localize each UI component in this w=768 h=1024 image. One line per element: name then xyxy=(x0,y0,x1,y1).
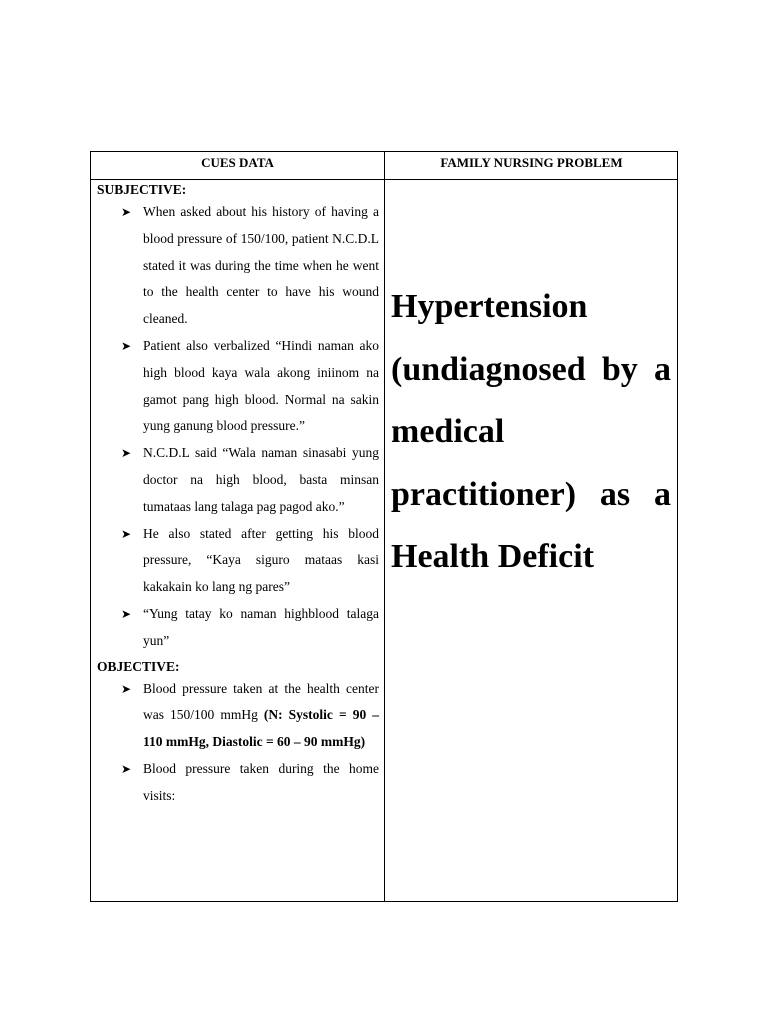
list-item xyxy=(97,676,379,756)
list-item xyxy=(97,601,379,655)
subjective-list xyxy=(97,199,379,655)
objective-item-text: Blood pressure taken at the health center was 150/100 mmHg xyxy=(143,680,379,723)
subjective-item-text: Patient also verbalized “Hindi naman ako high blood kaya wala akong iniinom na gamot pang high blood. Normal na sakin yung ganung blood pressure.” xyxy=(143,337,379,434)
cues-data-cell xyxy=(97,181,379,810)
arrow-bullet-icon: ➤ xyxy=(121,606,132,621)
arrow-bullet-icon: ➤ xyxy=(121,205,132,219)
column-divider xyxy=(384,152,385,901)
list-item xyxy=(97,756,379,810)
objective-label: OBJECTIVE: xyxy=(97,658,180,674)
objective-list xyxy=(97,676,379,810)
subjective-label: SUBJECTIVE: xyxy=(97,182,187,197)
header-family-nursing-problem: FAMILY NURSING PROBLEM xyxy=(440,155,623,170)
arrow-bullet-icon: ➤ xyxy=(121,338,132,353)
family-nursing-problem-text: Hypertension (undiagnosed by a medical practitioner) as a Health Deficit xyxy=(391,288,671,575)
list-item xyxy=(97,440,379,520)
header-cues-data: CUES DATA xyxy=(201,155,274,170)
table-header-row xyxy=(91,152,677,180)
arrow-bullet-icon: ➤ xyxy=(121,681,132,696)
arrow-bullet-icon: ➤ xyxy=(121,446,132,461)
normal-range-note: (N: Systolic = 90 – 110 mmHg, Diastolic = 60 – 90 mmHg) xyxy=(143,707,380,750)
subjective-item-text: He also stated after getting his blood pressure, “Kaya siguro mataas kasi kakakain ko lang ng pares” xyxy=(143,525,379,595)
arrow-bullet-icon: ➤ xyxy=(121,526,132,541)
subjective-item-text: N.C.D.L said “Wala naman sinasabi yung doctor na high blood, basta minsan tumataas lang talaga pag pagod ako.” xyxy=(143,445,379,514)
arrow-bullet-icon: ➤ xyxy=(121,761,132,776)
nursing-care-table xyxy=(90,151,678,902)
subjective-item-text: “Yung tatay ko naman highblood talaga yun” xyxy=(143,605,379,648)
list-item xyxy=(97,199,379,333)
list-item xyxy=(97,333,379,440)
objective-item-text: Blood pressure taken during the home visits: xyxy=(143,760,379,803)
subjective-item-text: When asked about his history of having a blood pressure of 150/100, patient N.C.D.L stated it was during the time when he went to the health center to have his wound cleaned. xyxy=(143,204,379,327)
list-item xyxy=(97,521,379,601)
